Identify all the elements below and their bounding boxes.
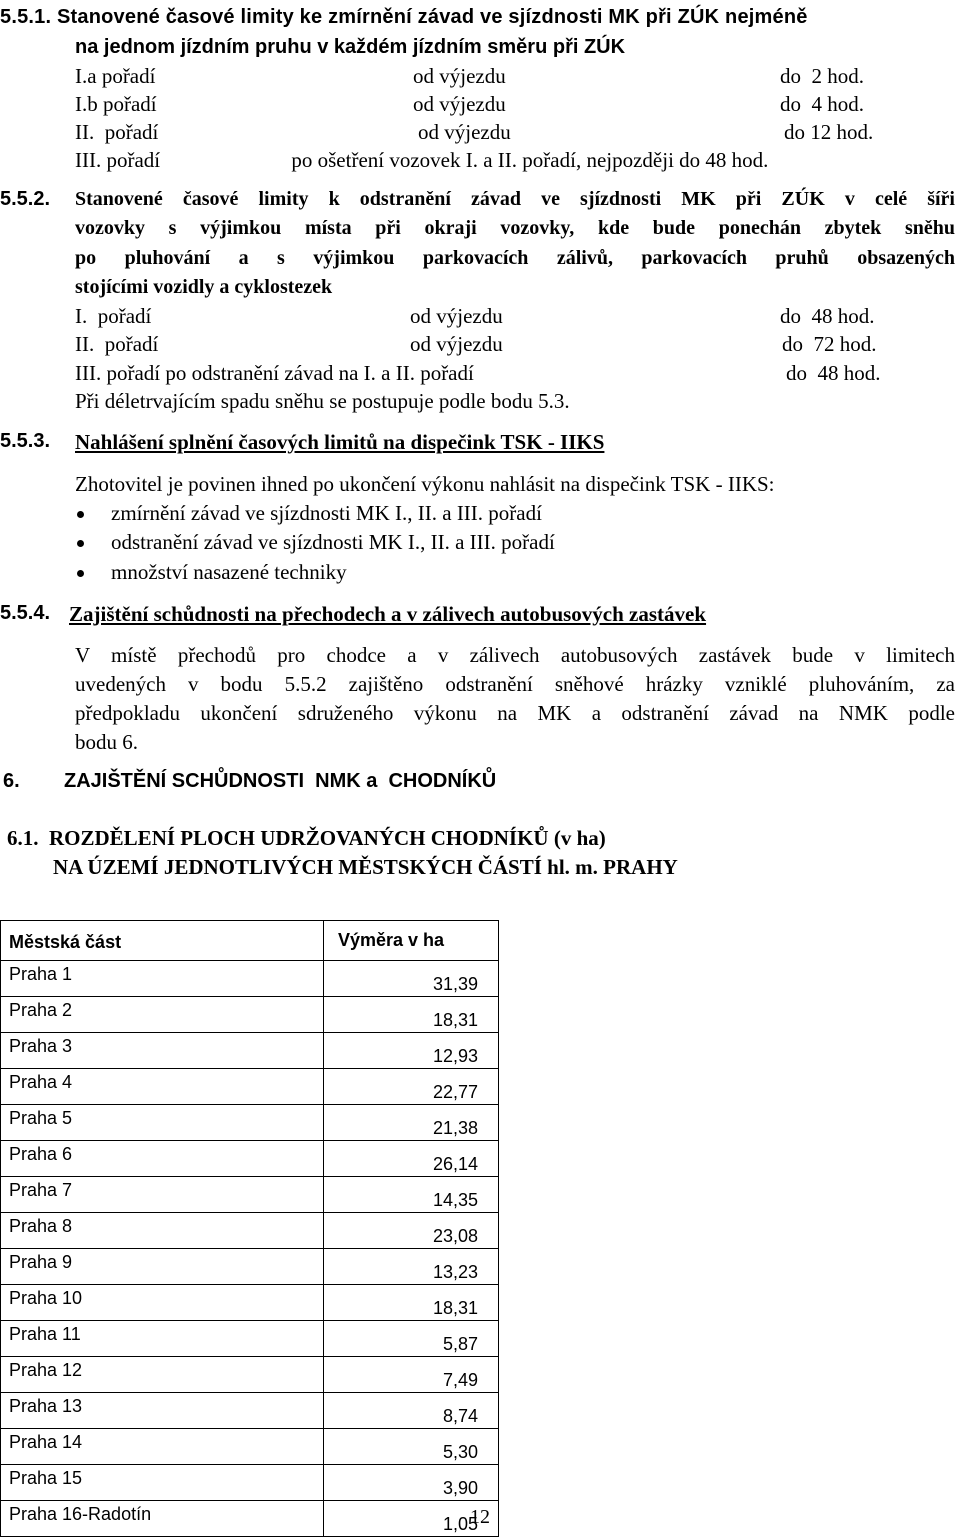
section-5-5-2-text-line2: vozovky s výjimkou místa při okraji vozovky, kde bude ponechán zbytek sněhu xyxy=(75,217,955,239)
section-5-5-4-paragraph-line3: předpokladu ukončení sdruženého výkonu na MK a odstranění závad na NMK podle xyxy=(75,701,955,725)
limit-row-order: I. pořadí xyxy=(75,304,152,328)
section-5-5-2-text-line1: Stanovené časové limity k odstranění závad ve sjízdnosti MK při ZÚK v celé šíři xyxy=(75,188,955,210)
section-5-5-2-note: Při déletrvajícím spadu sněhu se postupuje podle bodu 5.3. xyxy=(75,389,570,413)
district-name-cell: Praha 8 xyxy=(1,1213,324,1249)
area-value-cell: 1,05 xyxy=(324,1501,499,1537)
area-value-cell: 14,35 xyxy=(324,1177,499,1213)
district-name-cell: Praha 6 xyxy=(1,1141,324,1177)
section-5-5-3-number: 5.5.3. xyxy=(0,430,51,452)
table-row xyxy=(1,1393,499,1429)
district-name-cell: Praha 14 xyxy=(1,1429,324,1465)
chapter-6-number: 6. xyxy=(3,770,20,792)
header-area: Výměra v ha xyxy=(324,921,499,961)
table-header-row xyxy=(1,921,499,961)
section-5-5-4-paragraph-line4: bodu 6. xyxy=(75,730,138,754)
section-5-5-3-title: Nahlášení splnění časových limitů na dispečink TSK - IIKS xyxy=(75,430,605,454)
limit-row-from: od výjezdu xyxy=(413,64,506,88)
table-row xyxy=(1,1357,499,1393)
limit-row-limit: do 12 hod. xyxy=(784,120,874,144)
area-value-cell: 26,14 xyxy=(324,1141,499,1177)
district-area-table xyxy=(0,920,499,1537)
section-5-5-4-paragraph-line1: V místě přechodů pro chodce a v zálivech autobusových zastávek bude v limitech xyxy=(75,643,955,667)
limit-row-from: od výjezdu xyxy=(418,120,511,144)
bullet-item: zmírnění závad ve sjízdnosti MK I., II. a III. pořadí xyxy=(111,501,542,525)
section-5-5-2-number: 5.5.2. xyxy=(0,188,51,210)
limit-row-limit: do 72 hod. xyxy=(782,332,877,356)
section-5-5-1-title-line1: 5.5.1. Stanovené časové limity ke zmírnění závad ve sjízdnosti MK při ZÚK nejméně xyxy=(0,6,808,28)
district-name-cell: Praha 3 xyxy=(1,1033,324,1069)
area-value-cell: 13,23 xyxy=(324,1249,499,1285)
area-value-cell: 18,31 xyxy=(324,997,499,1033)
bullet-dot xyxy=(77,540,84,547)
page-number: 12 xyxy=(470,1506,490,1528)
table-row xyxy=(1,1069,499,1105)
limit-row-limit: do 48 hod. xyxy=(780,304,875,328)
limit-row-order: II. pořadí xyxy=(75,120,159,144)
district-name-cell: Praha 2 xyxy=(1,997,324,1033)
area-value-cell: 18,31 xyxy=(324,1285,499,1321)
bullet-dot xyxy=(77,570,84,577)
section-5-5-3-intro: Zhotovitel je povinen ihned po ukončení výkonu nahlásit na dispečink TSK - IIKS: xyxy=(75,472,775,496)
limit-row-order-iii: III. pořadí po ošetření vozovek I. a II. pořadí, nejpozději do 48 hod. xyxy=(75,148,769,172)
area-value-cell: 12,93 xyxy=(324,1033,499,1069)
header-district: Městská část xyxy=(1,921,324,961)
district-name-cell: Praha 13 xyxy=(1,1393,324,1429)
district-name-cell: Praha 9 xyxy=(1,1249,324,1285)
limit-row-from: od výjezdu xyxy=(413,92,506,116)
district-name-cell: Praha 10 xyxy=(1,1285,324,1321)
table-row xyxy=(1,1105,499,1141)
limit-row-order: II. pořadí xyxy=(75,332,159,356)
district-name-cell: Praha 5 xyxy=(1,1105,324,1141)
section-5-5-4-number: 5.5.4. xyxy=(0,602,51,624)
bullet-item: odstranění závad ve sjízdnosti MK I., II. a III. pořadí xyxy=(111,530,555,554)
area-value-cell: 8,74 xyxy=(324,1393,499,1429)
limit-row-limit: do 48 hod. xyxy=(786,361,881,385)
district-name-cell: Praha 4 xyxy=(1,1069,324,1105)
section-5-5-1-title-line2: na jednom jízdním pruhu v každém jízdním směru při ZÚK xyxy=(75,36,626,58)
table-row xyxy=(1,1285,499,1321)
limit-row-from: od výjezdu xyxy=(410,304,503,328)
table-row xyxy=(1,1249,499,1285)
section-6-1-title-line1: 6.1. ROZDĚLENÍ PLOCH UDRŽOVANÝCH CHODNÍKŮ (v ha) xyxy=(7,826,606,850)
district-name-cell: Praha 12 xyxy=(1,1357,324,1393)
area-value-cell: 22,77 xyxy=(324,1069,499,1105)
table-row xyxy=(1,1177,499,1213)
table-row xyxy=(1,1465,499,1501)
district-name-cell: Praha 1 xyxy=(1,961,324,997)
table-row xyxy=(1,1501,499,1537)
section-5-5-2-text-line4: stojícími vozidly a cyklostezek xyxy=(75,276,333,298)
section-5-5-2-text-line3: po pluhování a s výjimkou parkovacích zálivů, parkovacích pruhů obsazených xyxy=(75,247,955,269)
table-row xyxy=(1,1033,499,1069)
district-name-cell: Praha 11 xyxy=(1,1321,324,1357)
area-value-cell: 23,08 xyxy=(324,1213,499,1249)
area-value-cell: 31,39 xyxy=(324,961,499,997)
chapter-6-title: ZAJIŠTĚNÍ SCHŮDNOSTI NMK a CHODNÍKŮ xyxy=(64,770,497,792)
table-row xyxy=(1,997,499,1033)
table-row xyxy=(1,1321,499,1357)
table-row xyxy=(1,1141,499,1177)
limit-row-from: od výjezdu xyxy=(410,332,503,356)
district-name-cell: Praha 15 xyxy=(1,1465,324,1501)
limit-row-order: I.a pořadí xyxy=(75,64,156,88)
district-name-cell: Praha 16-Radotín xyxy=(1,1501,324,1537)
area-value-cell: 5,87 xyxy=(324,1321,499,1357)
section-5-5-4-paragraph-line2: uvedených v bodu 5.5.2 zajištěno odstranění sněhové hrázky vzniklé pluhováním, za xyxy=(75,672,955,696)
area-value-cell: 21,38 xyxy=(324,1105,499,1141)
table-row xyxy=(1,961,499,997)
limit-row-limit: do 4 hod. xyxy=(780,92,864,116)
limit-row-limit: do 2 hod. xyxy=(780,64,864,88)
table-row xyxy=(1,1429,499,1465)
bullet-item: množství nasazené techniky xyxy=(111,560,347,584)
limit-row-order: I.b pořadí xyxy=(75,92,157,116)
section-6-1-title-line2: NA ÚZEMÍ JEDNOTLIVÝCH MĚSTSKÝCH ČÁSTÍ hl. m. PRAHY xyxy=(53,855,678,879)
area-value-cell: 7,49 xyxy=(324,1357,499,1393)
table-row xyxy=(1,1213,499,1249)
bullet-dot xyxy=(77,511,84,518)
section-5-5-4-title: Zajištění schůdnosti na přechodech a v zálivech autobusových zastávek xyxy=(69,602,707,626)
area-value-cell: 5,30 xyxy=(324,1429,499,1465)
limit-row-order-iii: III. pořadí po odstranění závad na I. a II. pořadí xyxy=(75,361,474,385)
district-name-cell: Praha 7 xyxy=(1,1177,324,1213)
area-value-cell: 3,90 xyxy=(324,1465,499,1501)
